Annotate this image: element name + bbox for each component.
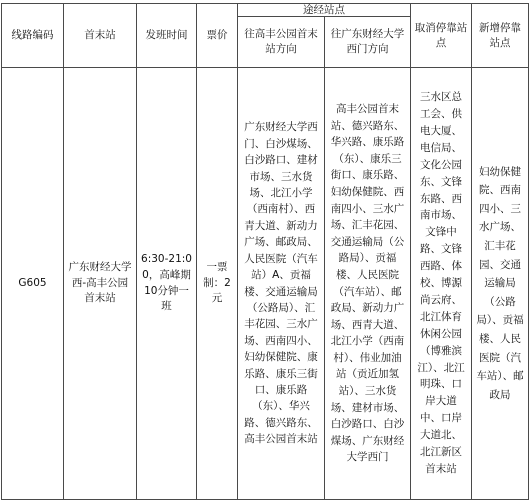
route-table <box>1 3 529 500</box>
header-terminals: 首末站 <box>64 4 137 68</box>
header-fare: 票价 <box>197 4 238 68</box>
header-via-stops: 途经站点 <box>238 4 411 17</box>
cell-fare: 一票制：2元 <box>197 68 238 500</box>
header-row-top <box>2 4 529 17</box>
header-departure-time: 发班时间 <box>137 4 197 68</box>
header-canceled-stops: 取消停靠站点 <box>411 4 472 68</box>
header-direction-gaomei: 往高丰公园首末站方向 <box>238 17 325 68</box>
cell-route-code: G605 <box>2 68 64 500</box>
cell-added-stops: 妇幼保健院、西南四小、三水广场、汇丰花园、交通运输局（公路局）、贡福楼、人民医院（汽车站）、邮政局 <box>472 68 529 500</box>
cell-departure-time: 6:30-21:00，高峰期10分钟一班 <box>137 68 197 500</box>
table-row <box>2 68 529 500</box>
cell-stops-to-gaomei: 广东财经大学西门、白沙煤场、白沙路口、建材市场、三水货场、北江小学（西南村）、西青大道、新动力广场、邮政局、人民医院（汽车站）A、贡福楼、交通运输局（公路局）、汇丰花园、三水广场、西南四小、妇幼保健院、康乐路、康乐三街口、康乐路（东）、华兴路、德兴路东、高丰公园首末站 <box>238 68 325 500</box>
cell-stops-to-caida: 高丰公园首末站、德兴路东、华兴路、康乐路（东）、康乐三街口、康乐路、妇幼保健院、西南四小、三水广场、汇丰花园、交通运输局（公路局）、贡福楼、人民医院（汽车站）、邮政局、新动力广场、西青大道、北江小学（西南村）、伟业加油站（贡近加氢站）、三水货场、建材市场、白沙路口、白沙煤场、广东财经大学西门 <box>325 68 411 500</box>
table-header <box>2 4 529 68</box>
cell-canceled-stops: 三水区总工会、供电大厦、电信局、文化公园东、文锋东路、西南市场、文锋中路、文锋西路、体校、博源尚云府、北江体育休闲公园（博雅滨江）、北江明珠、口岸大道中、口岸大道北、北江新区首末站 <box>411 68 472 500</box>
header-added-stops: 新增停靠站点 <box>472 4 529 68</box>
cell-terminals: 广东财经大学西-高丰公园首末站 <box>64 68 137 500</box>
header-route-code: 线路编码 <box>2 4 64 68</box>
header-direction-caida: 往广东财经大学西门方向 <box>325 17 411 68</box>
table-body <box>2 68 529 500</box>
